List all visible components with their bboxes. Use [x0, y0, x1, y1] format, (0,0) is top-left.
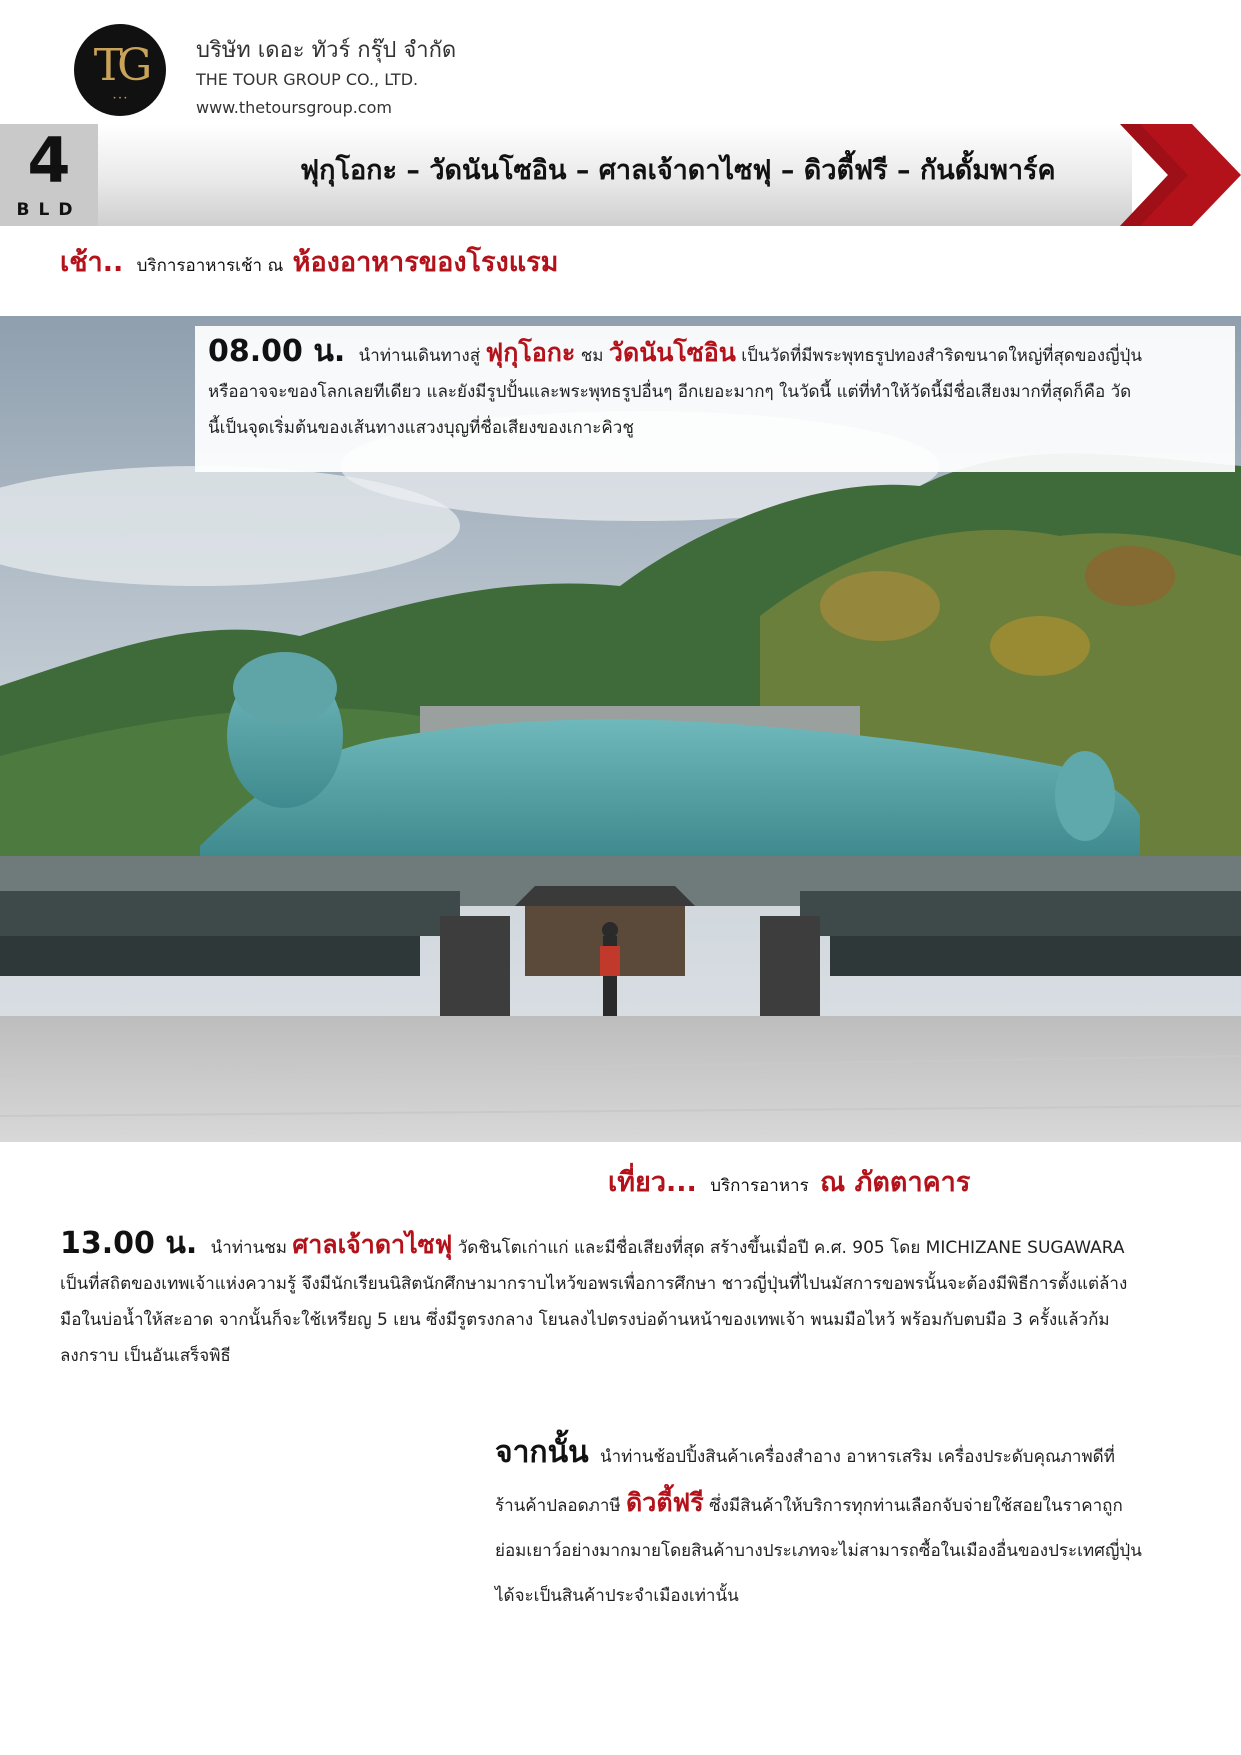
- lunch-line: [608, 1160, 970, 1203]
- lunch-at: ณ: [820, 1167, 846, 1198]
- chevron-right-icon: [1110, 124, 1241, 226]
- item3-text-2: ร้านค้าปลอดภาษี: [495, 1496, 621, 1516]
- item-dutyfree: [495, 1430, 1195, 1619]
- item-1300: [60, 1226, 1190, 1374]
- item3-line-3: ย่อมเยาว์อย่างมากมายโดยสินค้าบางประเภทจะไม่สามารถซื้อในเมืองอื่นของประเทศญี่ปุ่น: [495, 1541, 1142, 1561]
- item1-text-3: เป็นวัดที่มีพระพุทธรูปทองสำริดขนาดใหญ่ที่สุดของญี่ปุ่น: [741, 346, 1142, 366]
- breakfast-place: ห้องอาหารของโรงแรม: [292, 247, 559, 278]
- place-fukuoka: ฟุกุโอกะ: [485, 338, 576, 367]
- item3-line-4: ได้จะเป็นสินค้าประจำเมืองเท่านั้น: [495, 1586, 739, 1606]
- item2-line-4: ลงกราบ เป็นอันเสร็จพิธี: [60, 1346, 231, 1366]
- logo-monogram: TG: [93, 40, 147, 91]
- day-number-box: [0, 124, 98, 226]
- time-1300: 13.00 น.: [60, 1226, 198, 1261]
- lunch-text: บริการอาหาร: [710, 1176, 809, 1196]
- day-meals: BLD: [16, 200, 82, 220]
- time-0800: 08.00 น.: [208, 334, 346, 369]
- breakfast-label: เช้า..: [60, 247, 124, 278]
- item2-text-1: นำท่านชม: [210, 1238, 287, 1258]
- place-nanzoin: วัดนันโซอิน: [608, 338, 736, 367]
- company-website: www.thetoursgroup.com: [196, 98, 392, 117]
- company-name-thai: บริษัท เดอะ ทัวร์ กรุ๊ป จำกัด: [196, 38, 457, 63]
- item1-line-3: นี้เป็นจุดเริ่มต้นของเส้นทางแสวงบุญที่ชื่อเสียงของเกาะคิวชู: [208, 418, 634, 438]
- logo-tagline: • • •: [112, 95, 128, 102]
- company-name-english: THE TOUR GROUP CO., LTD.: [196, 70, 419, 89]
- company-logo: [74, 24, 166, 116]
- item3-text-1: นำท่านช้อปปิ้งสินค้าเครื่องสำอาง อาหารเสริม เครื่องประดับคุณภาพดีที่: [600, 1447, 1115, 1467]
- item1-text-1: นำท่านเดินทางสู่: [358, 346, 481, 366]
- lunch-place: ภัตตาคาร: [854, 1167, 971, 1198]
- lead-then: จากนั้น: [495, 1435, 589, 1470]
- day-number: 4: [27, 124, 71, 197]
- item2-text-2: วัดชินโตเก่าแก่ และมีชื่อเสียงที่สุด สร้างขึ้นเมื่อปี ค.ศ. 905 โดย MICHIZANE SUGAWARA: [457, 1238, 1125, 1258]
- item2-line-3: มือในบ่อน้ำให้สะอาด จากนั้นก็จะใช้เหรียญ 5 เยน ซึ่งมีรูตรงกลาง โยนลงไปตรงบ่อด้านหน้าของเทพเจ้า พนมมือไหว้ พร้อมกับตบมือ 3 ครั้งแล้วก้ม: [60, 1310, 1110, 1330]
- item-0800: [208, 334, 1228, 446]
- place-dazaifu: ศาลเจ้าดาไซฟุ: [292, 1230, 453, 1259]
- breakfast-text: บริการอาหารเช้า ณ: [136, 256, 284, 276]
- place-dutyfree: ดิวตี้ฟรี: [626, 1488, 704, 1517]
- day-route-title: ฟุกุโอกะ – วัดนันโซอิน – ศาลเจ้าดาไซฟุ – ดิวตี้ฟรี – กันดั้มพาร์ค: [300, 155, 1056, 186]
- item3-text-3: ซึ่งมีสินค้าให้บริการทุกท่านเลือกจับจ่ายใช้สอยในราคาถูก: [709, 1496, 1123, 1516]
- item1-line-2: หรืออาจจะของโลกเลยทีเดียว และยังมีรูปปั้นและพระพุทธรูปอื่นๆ อีกเยอะมากๆ ในวัดนี้ แต่ที่ทำให้วัดนี้มีชื่อเสียงมากที่สุดก็คือ วัด: [208, 382, 1132, 402]
- item2-line-2: เป็นที่สถิตของเทพเจ้าแห่งความรู้ จึงมีนักเรียนนิสิตนักศึกษามากราบไหว้ขอพรเพื่อการศึกษา ชาวญี่ปุ่นที่ไปนมัสการขอพรนั้นจะต้องมีพิธีการตั้งแต่ล้าง: [60, 1274, 1128, 1294]
- item1-text-2: ชม: [580, 346, 604, 366]
- lunch-label: เที่ยว...: [608, 1167, 697, 1198]
- breakfast-line: [60, 240, 558, 283]
